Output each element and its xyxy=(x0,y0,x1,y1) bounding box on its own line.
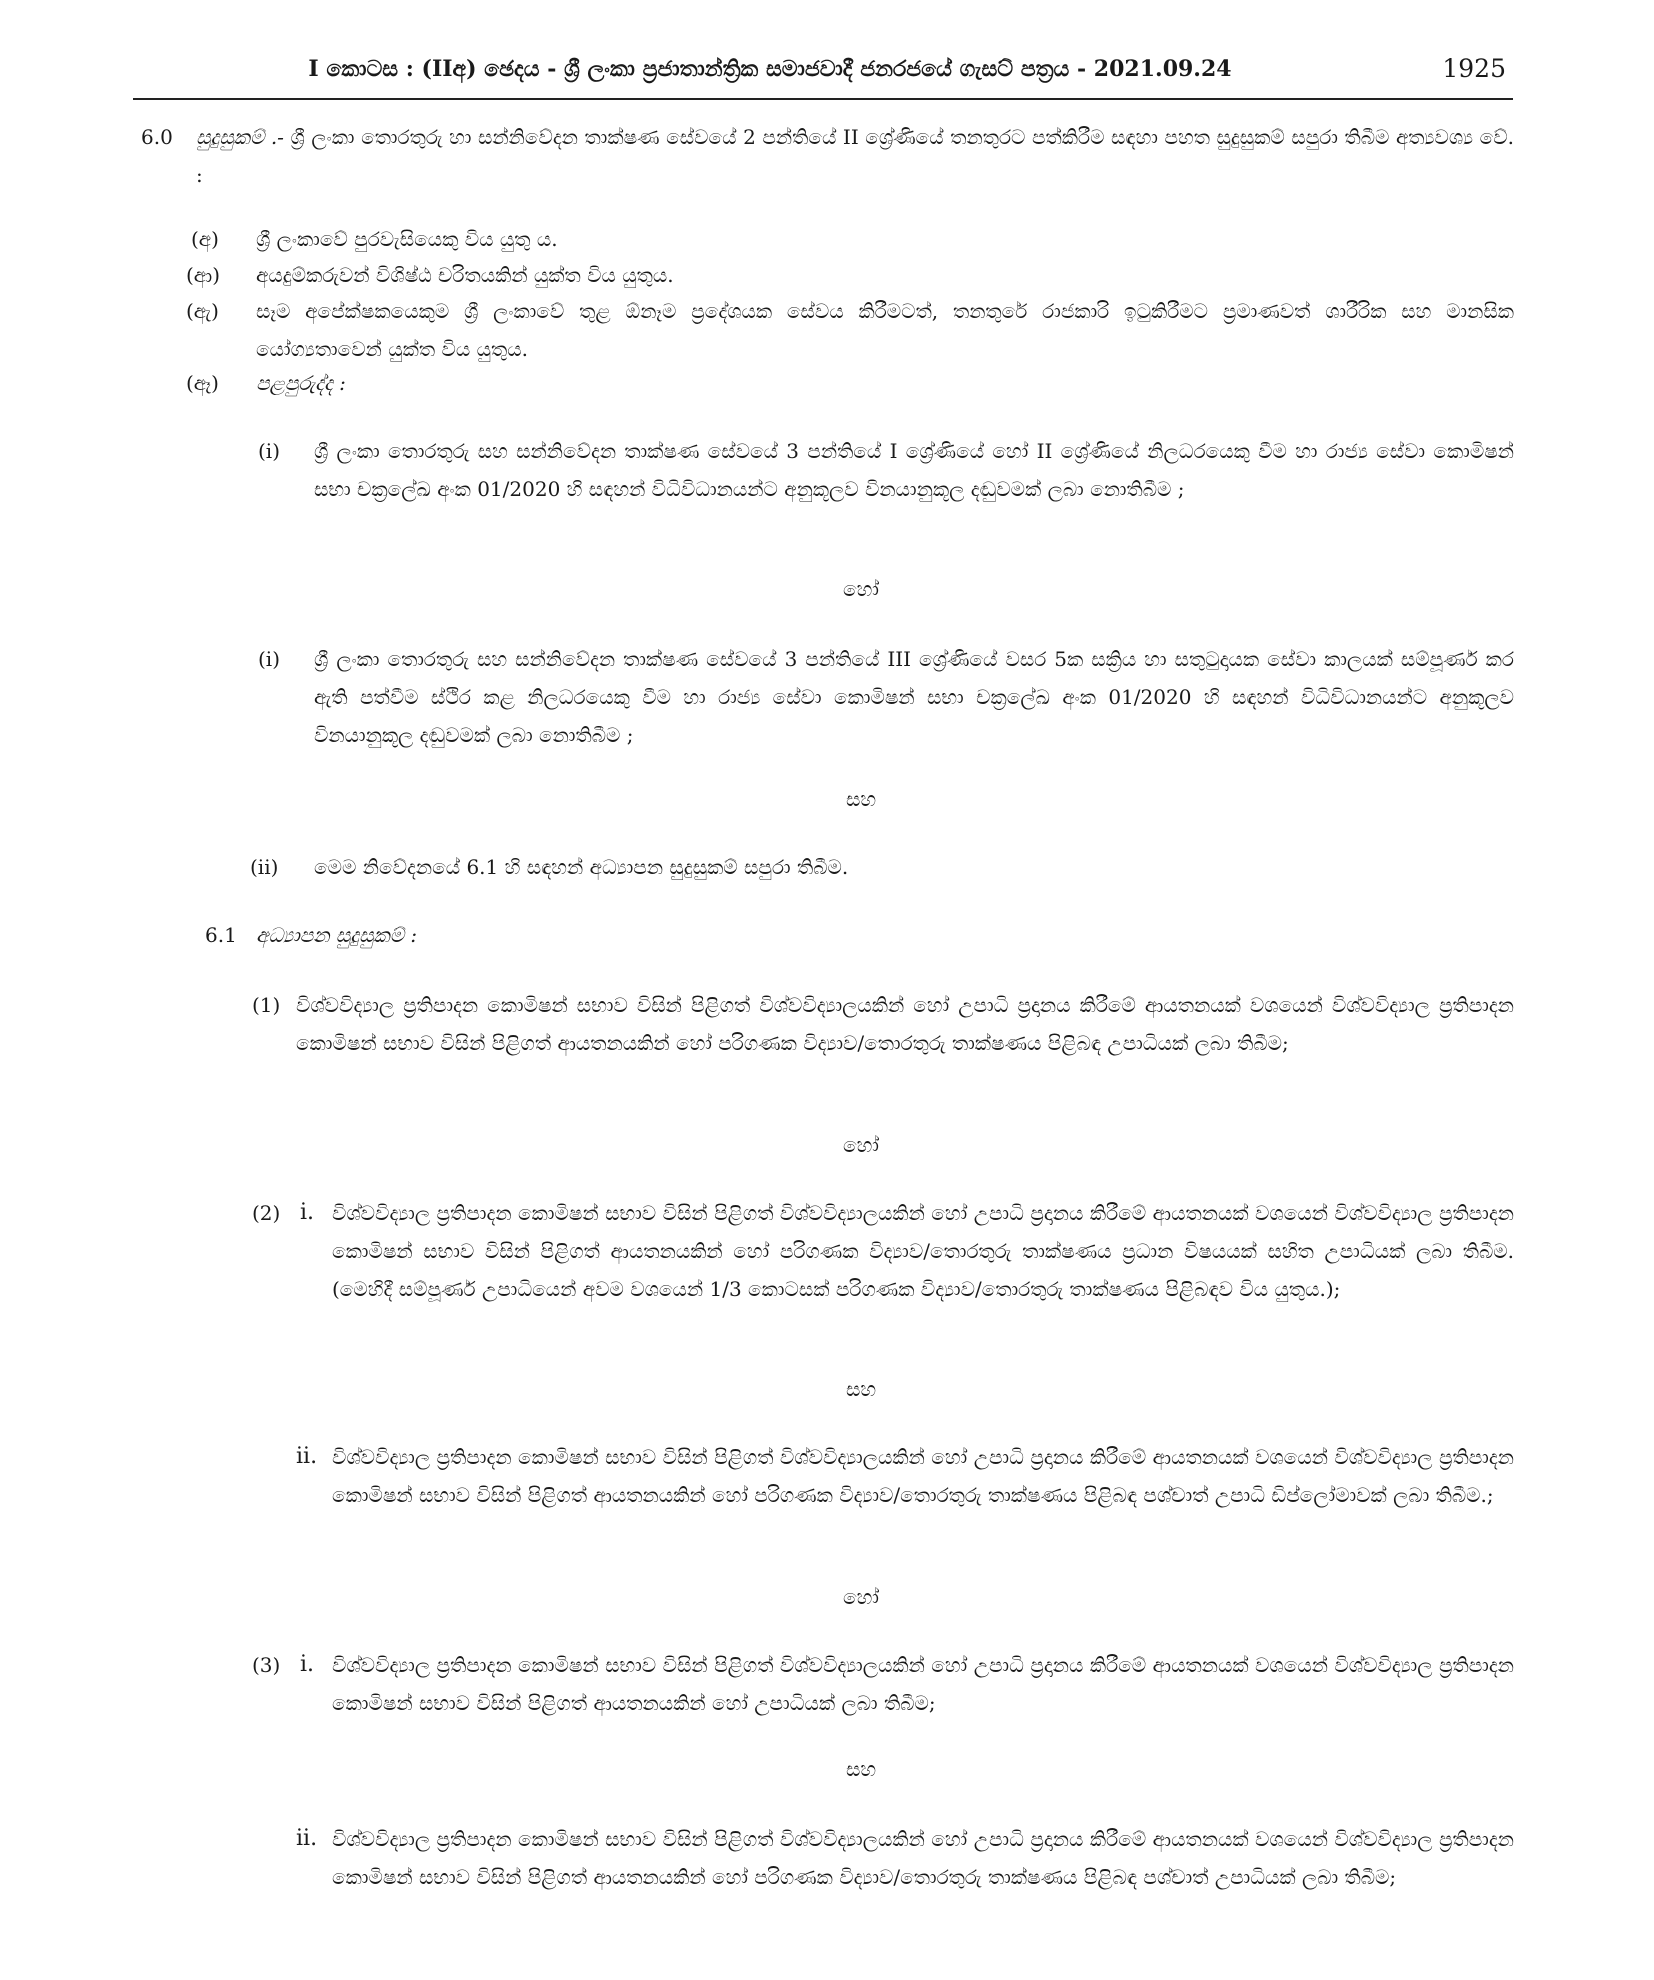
item-label: (ආ) xyxy=(186,263,221,287)
subitem-text: ශ්‍රී ලංකා තොරතුරු සහ සන්නිවේදන තාක්ෂණ සේවයේ 3 පන්තියේ I ශ්‍රේණියේ හෝ II ශ්‍රේණියේ නිලධරයෙකු වීම හා රාජ්‍ය සේවා කොමිෂන් සභා චක්‍රලේඛ අංක 01/2020 හි සඳහන් විධිවිධානයන්ට අනුකූලව විනයානුකූල දඬුවමක් ලබා නොතිබීම ; xyxy=(314,439,1514,501)
page-number: 1925 xyxy=(1442,54,1506,83)
qualification-text: විශ්වවිද්‍යාල ප්‍රතිපාදන කොමිෂන් සභාව විසින් පිළිගත් විශ්වවිද්‍යාලයකින් හෝ උපාධි ප්‍රදානය කිරීමේ ආයතනයක් වශයෙන් විශ්වවිද්‍යාල ප්‍රතිපාදන කොමිෂන් සභාව විසින් පිළිගත් ආයතනයකින් හෝ පරිගණක විද්‍යාව/තොරතුරු තාක්ෂණය පිළිබඳ පශ්චාත් උපාධියක් ලබා තිබීම; xyxy=(332,1827,1514,1889)
qualification-label: (3) xyxy=(252,1653,281,1677)
subitem-text: මෙම නිවේදනයේ 6.1 හි සඳහන් අධ්‍යාපන සුදුසුකම් සපුරා තිබීම. xyxy=(314,855,849,879)
qualification-label: (1) xyxy=(252,993,281,1017)
connector-text: සහ xyxy=(845,1377,877,1401)
connector-text: හෝ xyxy=(843,1585,879,1609)
section-number: 6.1 xyxy=(205,923,237,947)
item-text: අයදුම්කරුවන් විශිෂ්ඨ චරිතයකින් යුක්ත විය යුතුය. xyxy=(256,263,674,287)
section-heading: අධ්‍යාපන සුදුසුකම් : xyxy=(256,923,418,947)
connector-text: සහ xyxy=(845,787,877,811)
subpoint-label: ii. xyxy=(296,1826,318,1851)
page-header xyxy=(130,52,1510,96)
subitem-label: (ii) xyxy=(250,855,279,879)
item-label: (ඈ) xyxy=(186,371,219,395)
header-title: I කොටස : (IIඅ) ඡෙදය - ශ්‍රී ලංකා ප්‍රජාතාන්ත්‍රික සමාජවාදී ජනරජයේ ගැසට් පත්‍රය - 2021.09.24 xyxy=(308,56,1232,82)
header-divider xyxy=(133,98,1513,100)
item-label: (අ) xyxy=(191,227,219,251)
item-text: ශ්‍රී ලංකාවේ පුරවැසියෙකු විය යුතු ය. xyxy=(256,227,558,251)
connector-text: හෝ xyxy=(843,577,879,601)
item-label: (ඇ) xyxy=(186,299,219,323)
section-number: 6.0 xyxy=(141,125,173,149)
subpoint-label: ii. xyxy=(296,1444,318,1469)
item-text: පළපුරුද්ද : xyxy=(256,371,346,395)
qualification-text: විශ්වවිද්‍යාල ප්‍රතිපාදන කොමිෂන් සභාව විසින් පිළිගත් විශ්වවිද්‍යාලයකින් හෝ උපාධි ප්‍රදානය කිරීමේ ආයතනයක් වශයෙන් විශ්වවිද්‍යාල ප්‍රතිපාදන කොමිෂන් සභාව විසින් පිළිගත් ආයතනයකින් හෝ උපාධියක් ලබා තිබීම; xyxy=(332,1653,1514,1715)
section-60-intro xyxy=(196,118,1514,194)
connector-text: සහ xyxy=(845,1757,877,1781)
subpoint-label: i. xyxy=(300,1652,315,1677)
subitem-text: ශ්‍රී ලංකා තොරතුරු සහ සන්නිවේදන තාක්ෂණ සේවයේ 3 පන්තියේ III ශ්‍රේණියේ වසර 5ක සක්‍රිය හා සතුටුදායක සේවා කාලයක් සම්පූර්ණ කර ඇති පත්වීම ස්ථිර කළ නිලධරයෙකු වීම හා රාජ්‍ය සේවා කොමිෂන් සභා චක්‍රලේඛ අංක 01/2020 හි සඳහන් විධිවිධානයන්ට අනුකූලව විනයානුකූල දඬුවමක් ලබා නොතිබීම ; xyxy=(314,647,1514,747)
section-text: ශ්‍රී ලංකා තොරතුරු හා සන්නිවේදන තාක්ෂණ සේවයේ 2 පන්තියේ II ශ්‍රේණියේ තනතුරට පත්කිරීම සඳහා පහත සුදුසුකම් සපුරා තිබීම අත්‍යවශ්‍ය වේ. : xyxy=(196,125,1515,187)
qualification-text: විශ්වවිද්‍යාල ප්‍රතිපාදන කොමිෂන් සභාව විසින් පිළිගත් විශ්වවිද්‍යාලයකින් හෝ උපාධි ප්‍රදානය කිරීමේ ආයතනයක් වශයෙන් විශ්වවිද්‍යාල ප්‍රතිපාදන කොමිෂන් සභාව විසින් පිළිගත් ආයතනයකින් හෝ පරිගණක විද්‍යාව/තොරතුරු තාක්ෂණය පිළිබඳ පශ්චාත් උපාධි ඩිප්ලෝමාවක් ලබා තිබීම.; xyxy=(332,1445,1514,1507)
item-text: සෑම අපේක්ෂකයෙකුම ශ්‍රී ලංකාවේ තුළ ඕනෑම ප්‍රදේශයක සේවය කිරීමටත්, තනතුරේ රාජකාරි ඉටුකිරීමට ප්‍රමාණවත් ශාරීරික සහ මානසික යෝග්‍යතාවෙන් යුක්ත විය යුතුය. xyxy=(256,299,1514,361)
subitem-label: (i) xyxy=(258,647,281,671)
subpoint-label: i. xyxy=(300,1200,315,1225)
subitem-label: (i) xyxy=(258,439,281,463)
qualification-text: විශ්වවිද්‍යාල ප්‍රතිපාදන කොමිෂන් සභාව විසින් පිළිගත් විශ්වවිද්‍යාලයකින් හෝ උපාධි ප්‍රදානය කිරීමේ ආයතනයක් වශයෙන් විශ්වවිද්‍යාල ප්‍රතිපාදන කොමිෂන් සභාව විසින් පිළිගත් ආයතනයකින් හෝ පරිගණක විද්‍යාව/තොරතුරු තාක්ෂණය ප්‍රධාන විෂයයක් සහිත උපාධියක් ලබා තිබීම. (මෙහිදී සම්පූර්ණ උපාධියෙන් අවම වශයෙන් 1/3 කොටසක් පරිගණක විද්‍යාව/තොරතුරු තාක්ෂණය පිළිබඳව විය යුතුය.); xyxy=(332,1201,1514,1301)
connector-text: හෝ xyxy=(843,1133,879,1157)
section-heading: සුදුසුකම් .- xyxy=(196,125,284,149)
qualification-text: විශ්වවිද්‍යාල ප්‍රතිපාදන කොමිෂන් සභාව විසින් පිළිගත් විශ්වවිද්‍යාලයකින් හෝ උපාධි ප්‍රදානය කිරීමේ ආයතනයක් වශයෙන් විශ්වවිද්‍යාල ප්‍රතිපාදන කොමිෂන් සභාව විසින් පිළිගත් ආයතනයකින් හෝ පරිගණක විද්‍යාව/තොරතුරු තාක්ෂණය පිළිබඳ උපාධියක් ලබා තිබීම; xyxy=(296,993,1514,1055)
qualification-label: (2) xyxy=(252,1201,281,1225)
